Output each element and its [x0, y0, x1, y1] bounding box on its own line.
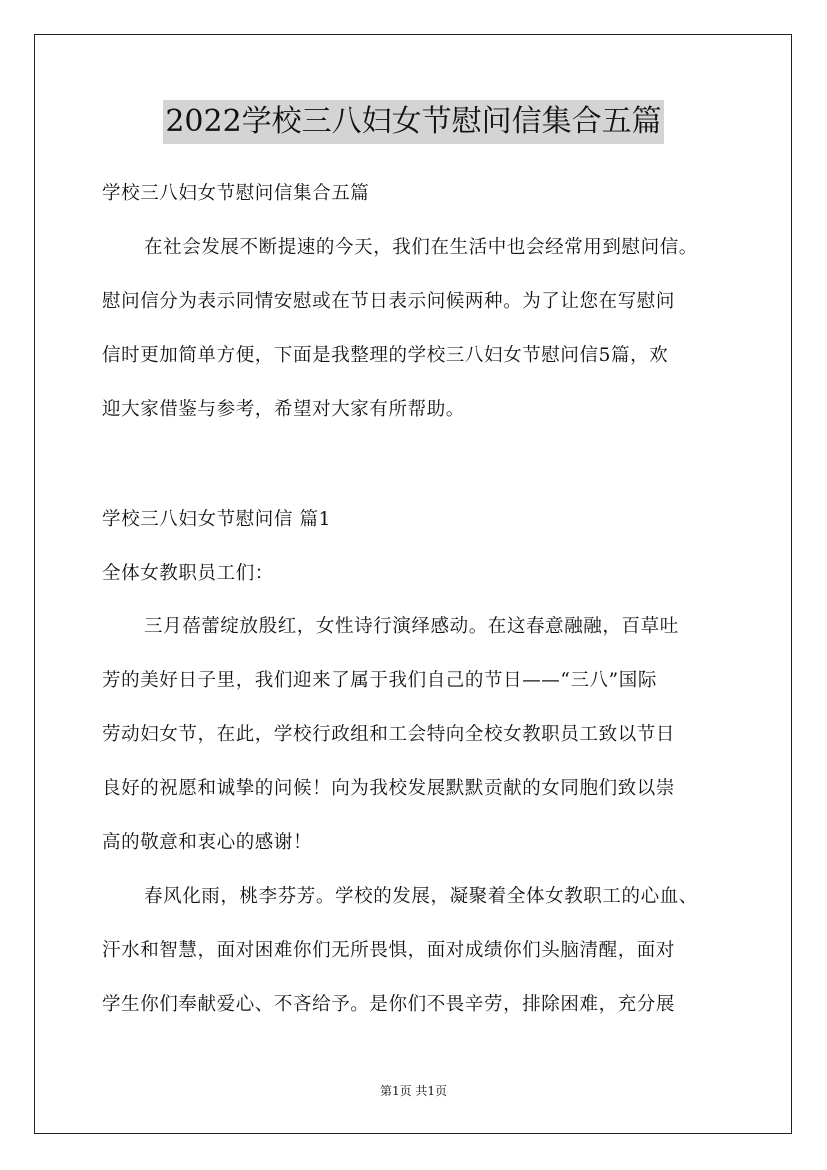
intro-line-3: 信时更加简单方便，下面是我整理的学校三八妇女节慰问信5篇，欢	[102, 345, 669, 366]
paragraph1-line-2: 芳的美好日子里，我们迎来了属于我们自己的节日——“三八”国际	[102, 670, 657, 691]
section-heading: 学校三八妇女节慰问信 篇1	[102, 509, 331, 530]
paragraph1-line-4: 良好的祝愿和诚挚的问候！向为我校发展默默贡献的女同胞们致以崇	[102, 778, 676, 799]
document-subtitle: 学校三八妇女节慰问信集合五篇	[102, 183, 370, 204]
paragraph1-line-3: 劳动妇女节，在此，学校行政组和工会特向全校女教职员工致以节日	[102, 724, 676, 745]
title-container	[0, 100, 827, 144]
paragraph2-line-3: 学生你们奉献爱心、不吝给予。是你们不畏辛劳，排除困难，充分展	[102, 994, 676, 1015]
paragraph1-line-1: 三月蓓蕾绽放殷红，女性诗行演绎感动。在这春意融融，百草吐	[144, 616, 679, 637]
document-title: 2022学校三八妇女节慰问信集合五篇	[163, 100, 663, 144]
salutation: 全体女教职员工们：	[102, 563, 274, 584]
paragraph2-line-2: 汗水和智慧，面对困难你们无所畏惧，面对成绩你们头脑清醒，面对	[102, 940, 676, 961]
intro-line-4: 迎大家借鉴与参考，希望对大家有所帮助。	[102, 399, 465, 420]
page-footer: 第1页 共1页	[379, 1084, 448, 1098]
intro-line-1: 在社会发展不断提速的今天，我们在生活中也会经常用到慰问信。	[144, 237, 698, 258]
paragraph1-line-5: 高的敬意和衷心的感谢！	[102, 832, 313, 853]
intro-line-2: 慰问信分为表示同情安慰或在节日表示问候两种。为了让您在写慰问	[102, 291, 676, 312]
paragraph2-line-1: 春风化雨，桃李芬芳。学校的发展，凝聚着全体女教职工的心血、	[144, 886, 698, 907]
